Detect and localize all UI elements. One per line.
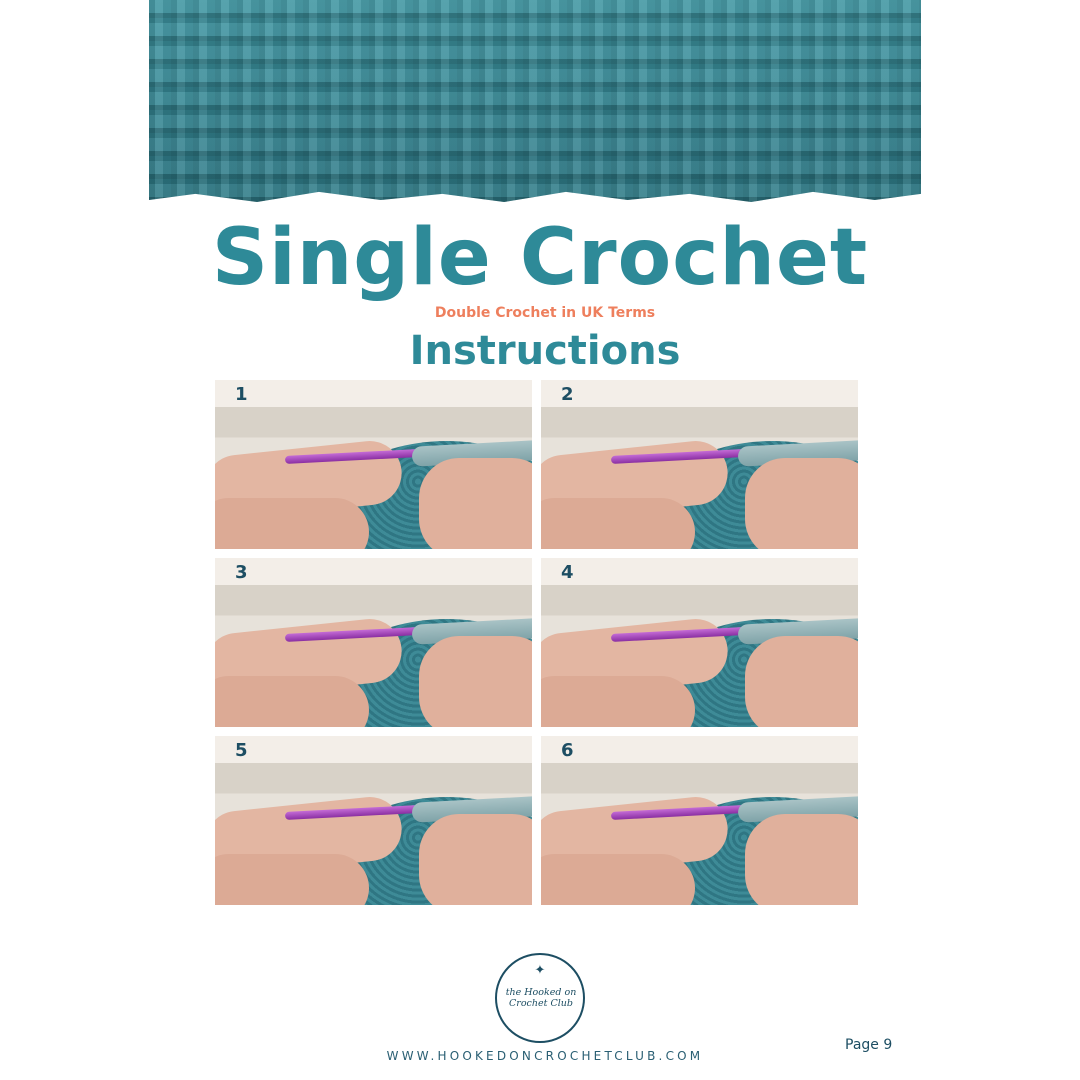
- step-photo: [215, 558, 532, 727]
- step-number: 2: [561, 384, 574, 405]
- hand: [745, 636, 858, 727]
- crochet-fabric-banner-image: [149, 0, 921, 202]
- hand: [541, 498, 695, 549]
- hand: [419, 636, 532, 727]
- step-label-bar: [215, 558, 532, 585]
- hand: [215, 854, 369, 905]
- step-photo: [541, 736, 858, 905]
- hand: [215, 498, 369, 549]
- butterfly-icon: ✦: [534, 963, 546, 978]
- step-photo: [215, 380, 532, 549]
- page-title: Single Crochet: [211, 213, 869, 303]
- step-photo: [541, 558, 858, 727]
- step-label-bar: [541, 558, 858, 585]
- step-photo: [215, 736, 532, 905]
- step-label-bar: [215, 736, 532, 763]
- step-number: 3: [235, 562, 248, 583]
- hand: [419, 458, 532, 549]
- section-heading: Instructions: [409, 328, 681, 374]
- logo-text: the Hooked on Crochet Club: [505, 987, 577, 1009]
- step-label-bar: [541, 380, 858, 407]
- step-number: 6: [561, 740, 574, 761]
- step-photo-grid: [215, 380, 858, 904]
- step-label-bar: [215, 380, 532, 407]
- page-number: Page 9: [845, 1037, 893, 1053]
- hand: [215, 676, 369, 727]
- hand: [541, 676, 695, 727]
- step-number: 4: [561, 562, 574, 583]
- page-subtitle: Double Crochet in UK Terms: [434, 305, 656, 321]
- hand: [745, 458, 858, 549]
- step-photo: [541, 380, 858, 549]
- website-url[interactable]: WWW.HOOKEDONCROCHETCLUB.COM: [386, 1049, 704, 1063]
- club-logo: [495, 953, 585, 1043]
- hand: [541, 854, 695, 905]
- step-label-bar: [541, 736, 858, 763]
- step-number: 5: [235, 740, 248, 761]
- hand: [745, 814, 858, 905]
- hand: [419, 814, 532, 905]
- step-number: 1: [235, 384, 248, 405]
